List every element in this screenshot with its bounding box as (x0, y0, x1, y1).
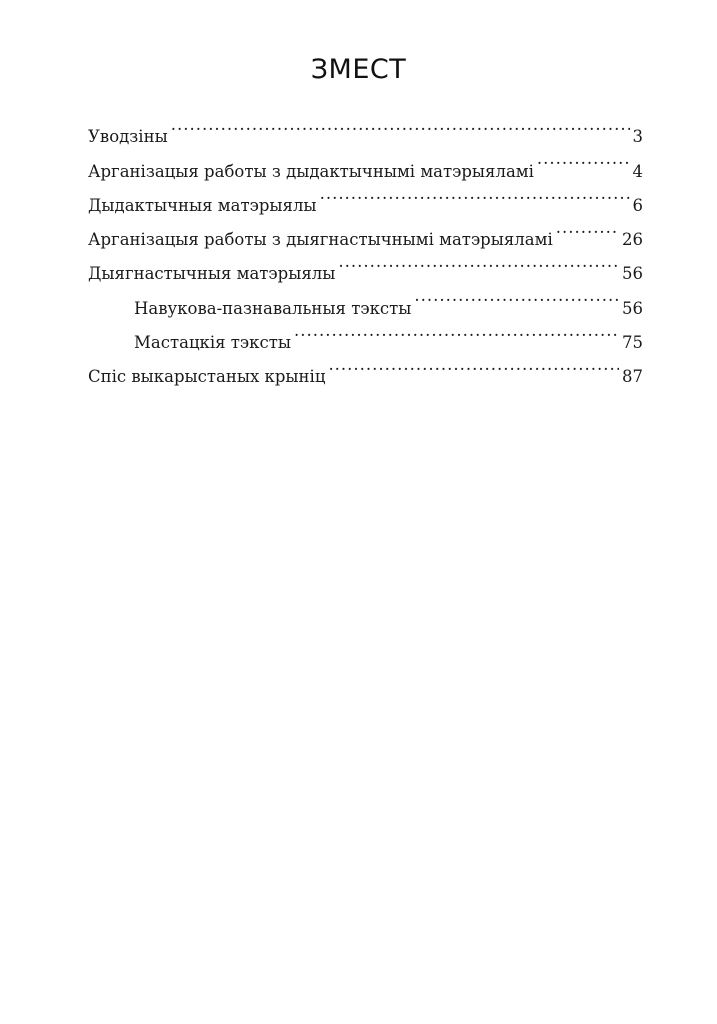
toc-entry-label: Дыягнастычныя матэрыялы (88, 264, 336, 284)
toc-entry-label: Арганізацыя работы з дыягнастычнымі матэрыяламі (88, 230, 553, 250)
dot-leader (338, 245, 619, 279)
dot-leader (556, 211, 619, 245)
dot-leader (414, 279, 619, 313)
toc-entry-label: Мастацкія тэксты (134, 333, 291, 353)
dot-leader (328, 348, 619, 382)
dot-leader (537, 142, 630, 176)
toc-entry-label: Навукова-пазнавальныя тэксты (134, 298, 412, 318)
toc-entry-page-number: 6 (632, 195, 643, 215)
table-of-contents (88, 108, 643, 387)
toc-entry-introduction (88, 108, 643, 147)
toc-entry-label: Спіс выкарыстаных крыніц (88, 367, 326, 387)
toc-entry-page-number: 56 (622, 298, 643, 318)
toc-entry-page-number: 56 (622, 264, 643, 284)
toc-entry-didactic-organization (88, 142, 643, 181)
dot-leader (294, 314, 619, 348)
toc-entry-page-number: 3 (632, 127, 643, 147)
toc-entry-label: Уводзіны (88, 127, 168, 147)
toc-entry-page-number: 87 (622, 367, 643, 387)
toc-entry-label: Дыдактычныя матэрыялы (88, 195, 317, 215)
toc-entry-page-number: 4 (632, 161, 643, 181)
dot-leader (171, 108, 630, 142)
toc-entry-page-number: 75 (622, 333, 643, 353)
toc-entry-page-number: 26 (622, 230, 643, 250)
page-title: ЗМЕСТ (310, 54, 407, 85)
toc-entry-label: Арганізацыя работы з дыдактычнымі матэрыяламі (88, 161, 534, 181)
dot-leader (320, 177, 630, 211)
